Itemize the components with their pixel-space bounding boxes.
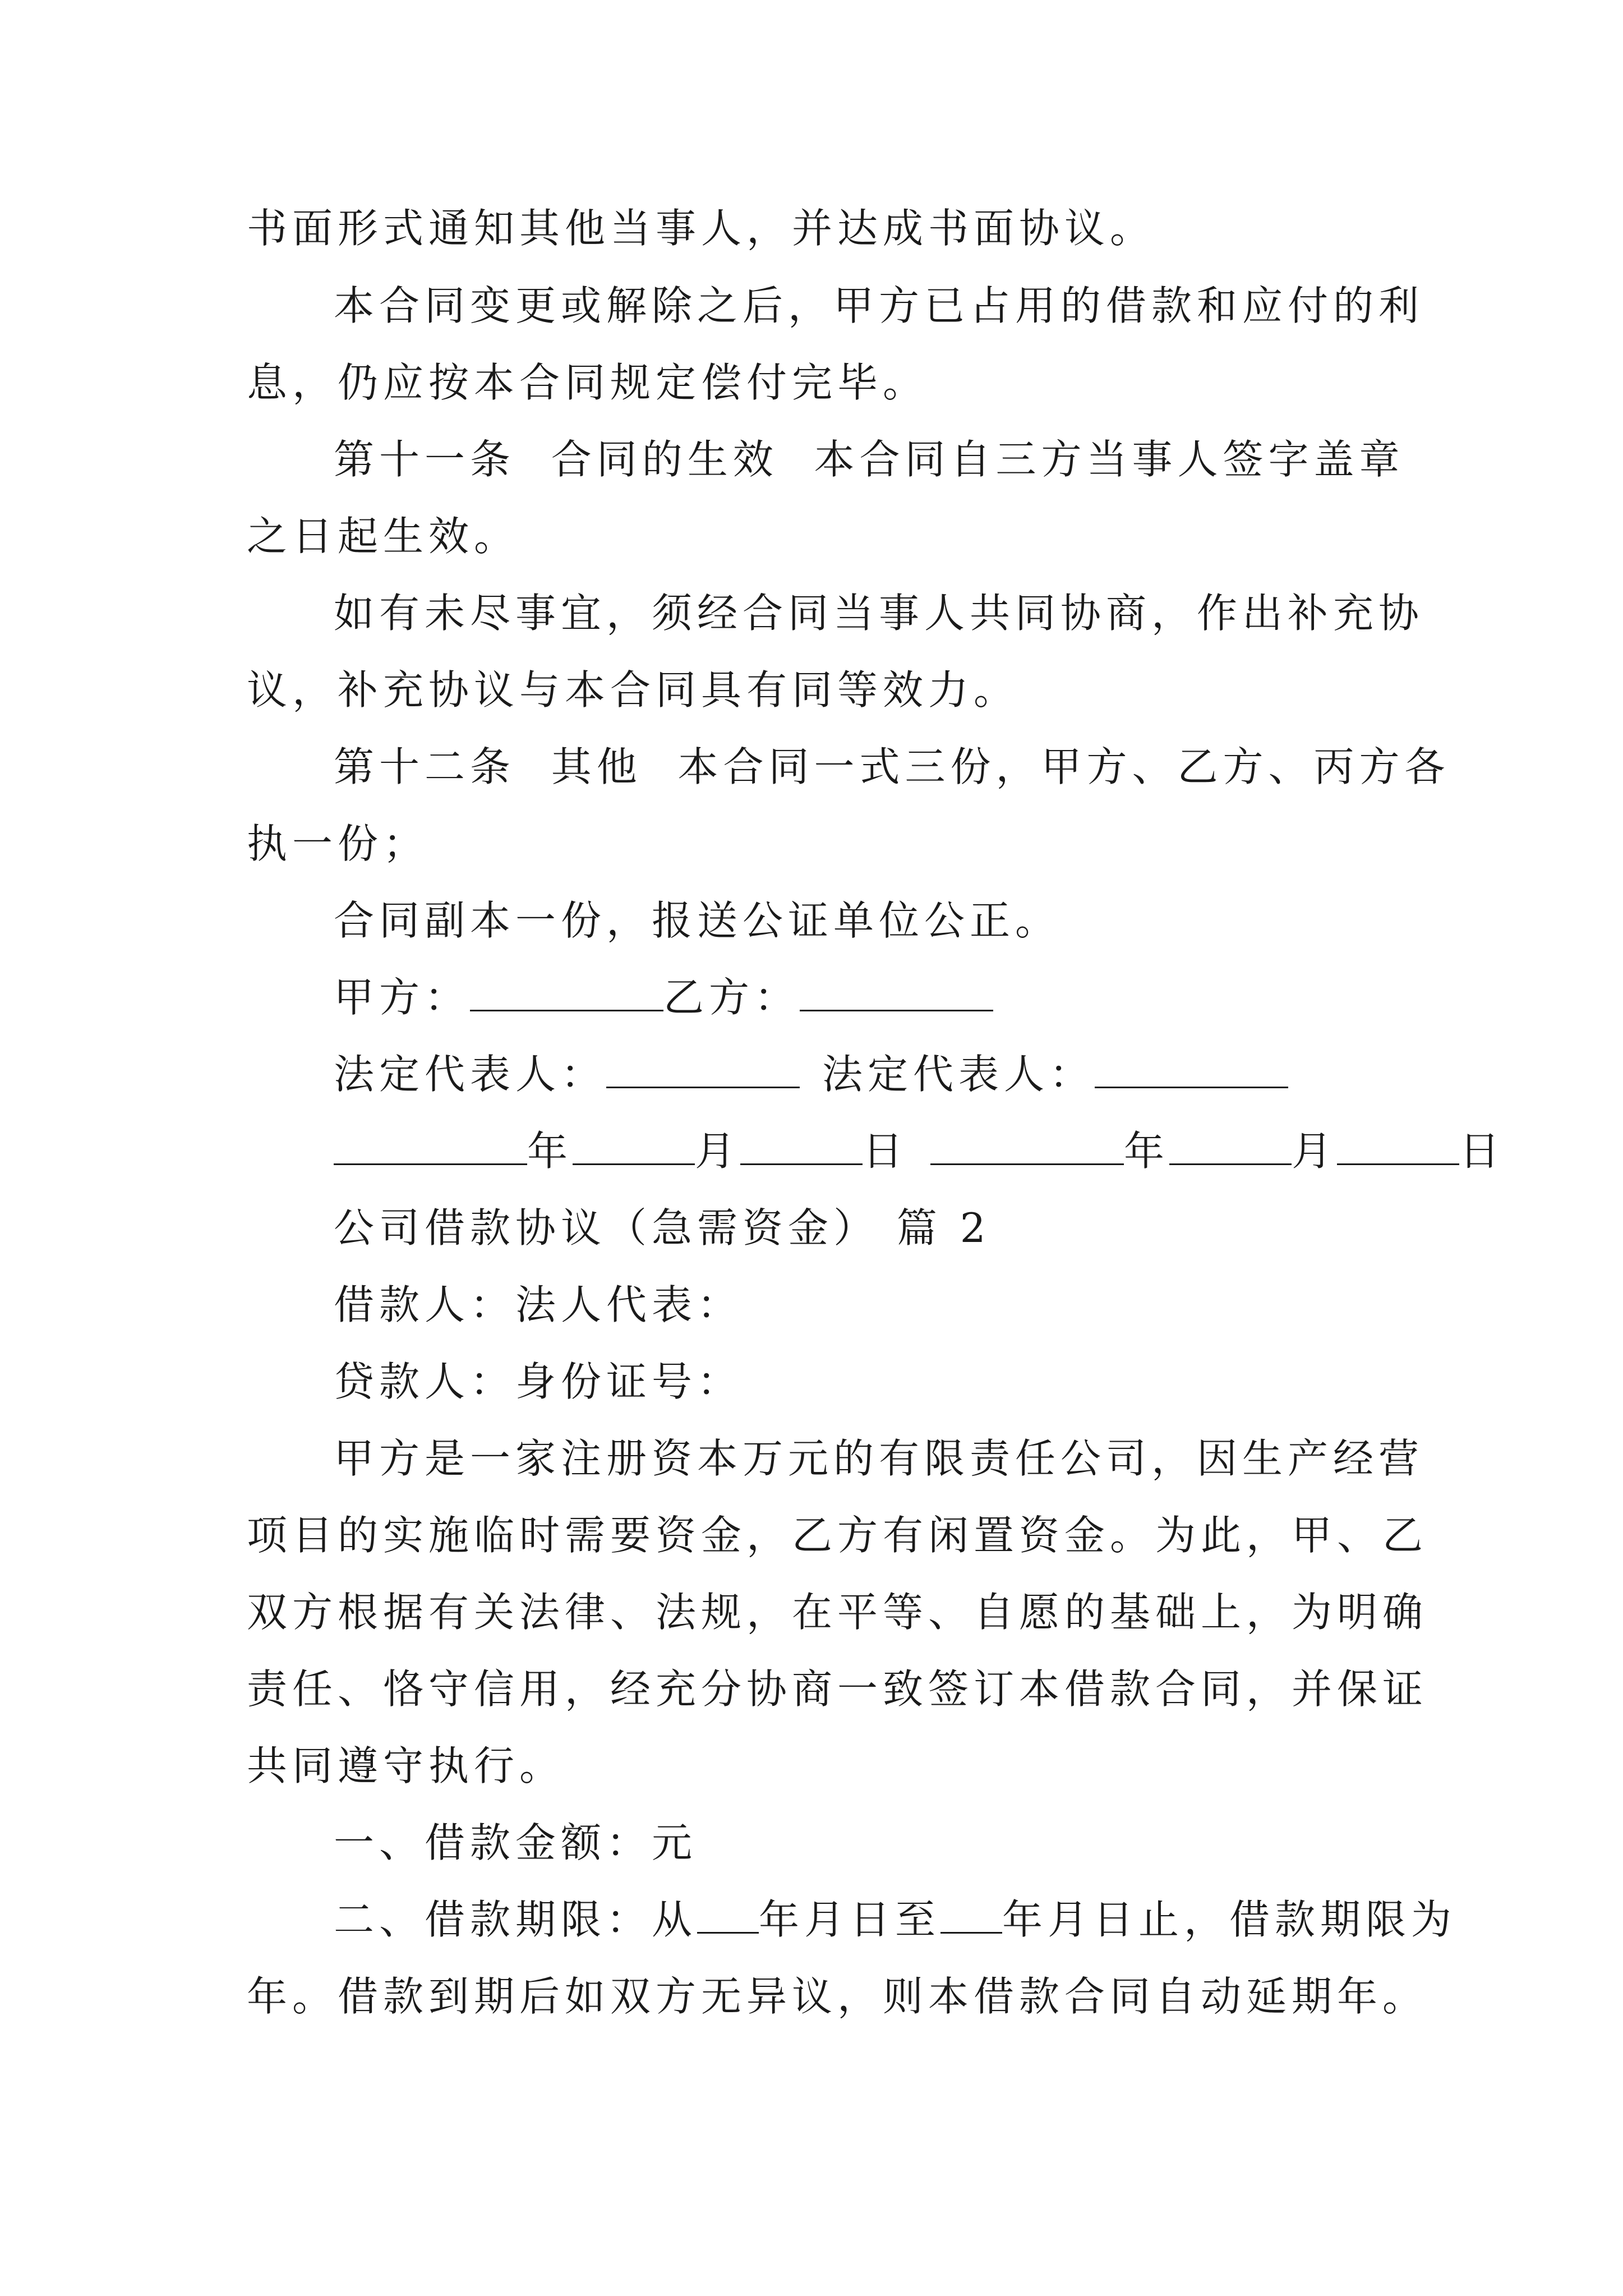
clause-11-line: 第十一条 合同的生效 本合同自三方当事人签字盖章: [334, 436, 1405, 483]
party-a-blank: [470, 974, 663, 1011]
month-a-blank: [573, 1128, 695, 1165]
paragraph-line: 如有未尽事宜，须经合同当事人共同协商，作出补充协: [334, 590, 1424, 637]
section-heading: 公司借款协议（急需资金） 篇 2: [334, 1204, 991, 1251]
day-a-blank: [740, 1128, 863, 1165]
loan-term-from-label: 二、借款期限：从: [334, 1896, 698, 1943]
loan-term-to-blank: [940, 1896, 1002, 1934]
rep-a-label: 法定代表人：: [334, 1051, 607, 1098]
paragraph-line: 议，补充协议与本合同具有同等效力。: [247, 666, 1020, 714]
paragraph-line: 责任、恪守信用，经充分协商一致签订本借款合同，并保证: [247, 1665, 1428, 1713]
day-b-blank: [1337, 1128, 1459, 1165]
representative-row: [334, 1049, 1288, 1099]
paragraph-line: 双方根据有关法律、法规，在平等、自愿的基础上，为明确: [247, 1589, 1428, 1636]
day-a-label: 日: [863, 1128, 909, 1175]
loan-amount-line: 一、借款金额：元: [334, 1819, 698, 1866]
paragraph-line: 之日起生效。: [247, 513, 520, 560]
month-b-label: 月: [1292, 1128, 1338, 1175]
year-b-blank: [930, 1128, 1124, 1165]
rep-b-blank: [1095, 1051, 1288, 1088]
day-b-label: 日: [1459, 1128, 1505, 1175]
loan-term-to-label: 年月日至: [759, 1896, 941, 1943]
loan-term-line: [334, 1894, 1456, 1945]
party-b-label: 乙方：: [663, 974, 800, 1021]
paragraph-line: 书面形式通知其他当事人，并达成书面协议。: [247, 205, 1156, 252]
year-b-label: 年: [1124, 1128, 1170, 1175]
paragraph-line: 合同副本一份，报送公证单位公正。: [334, 897, 1061, 944]
party-b-blank: [800, 974, 993, 1011]
paragraph-line: 本合同变更或解除之后，甲方已占用的借款和应付的利: [334, 282, 1424, 329]
loan-term-end-label: 年月日止，借款期限为: [1002, 1896, 1457, 1943]
lender-line: 贷款人：身份证号：: [334, 1358, 743, 1405]
paragraph-line: 息，仍应按本合同规定偿付完毕。: [247, 359, 929, 406]
month-b-blank: [1169, 1128, 1292, 1165]
rep-a-blank: [606, 1051, 800, 1088]
paragraph-line: 执一份；: [247, 820, 429, 867]
paragraph-line: 甲方是一家注册资本万元的有限责任公司，因生产经营: [334, 1435, 1424, 1482]
paragraph-line: 共同遵守执行。: [247, 1742, 565, 1789]
year-a-label: 年: [527, 1128, 573, 1175]
party-a-label: 甲方：: [334, 974, 471, 1021]
date-row: [334, 1126, 1505, 1176]
clause-12-line: 第十二条 其他 本合同一式三份，甲方、乙方、丙方各: [334, 743, 1450, 790]
paragraph-line: 年。借款到期后如双方无异议，则本借款合同自动延期年。: [247, 1973, 1428, 2020]
loan-term-from-blank: [697, 1896, 759, 1934]
party-signature-row: [334, 972, 993, 1023]
borrower-line: 借款人：法人代表：: [334, 1281, 743, 1328]
year-a-blank: [334, 1128, 527, 1165]
paragraph-line: 项目的实施临时需要资金，乙方有闲置资金。为此，甲、乙: [247, 1512, 1428, 1559]
month-a-label: 月: [695, 1128, 741, 1175]
rep-b-label: 法定代表人：: [822, 1051, 1095, 1098]
